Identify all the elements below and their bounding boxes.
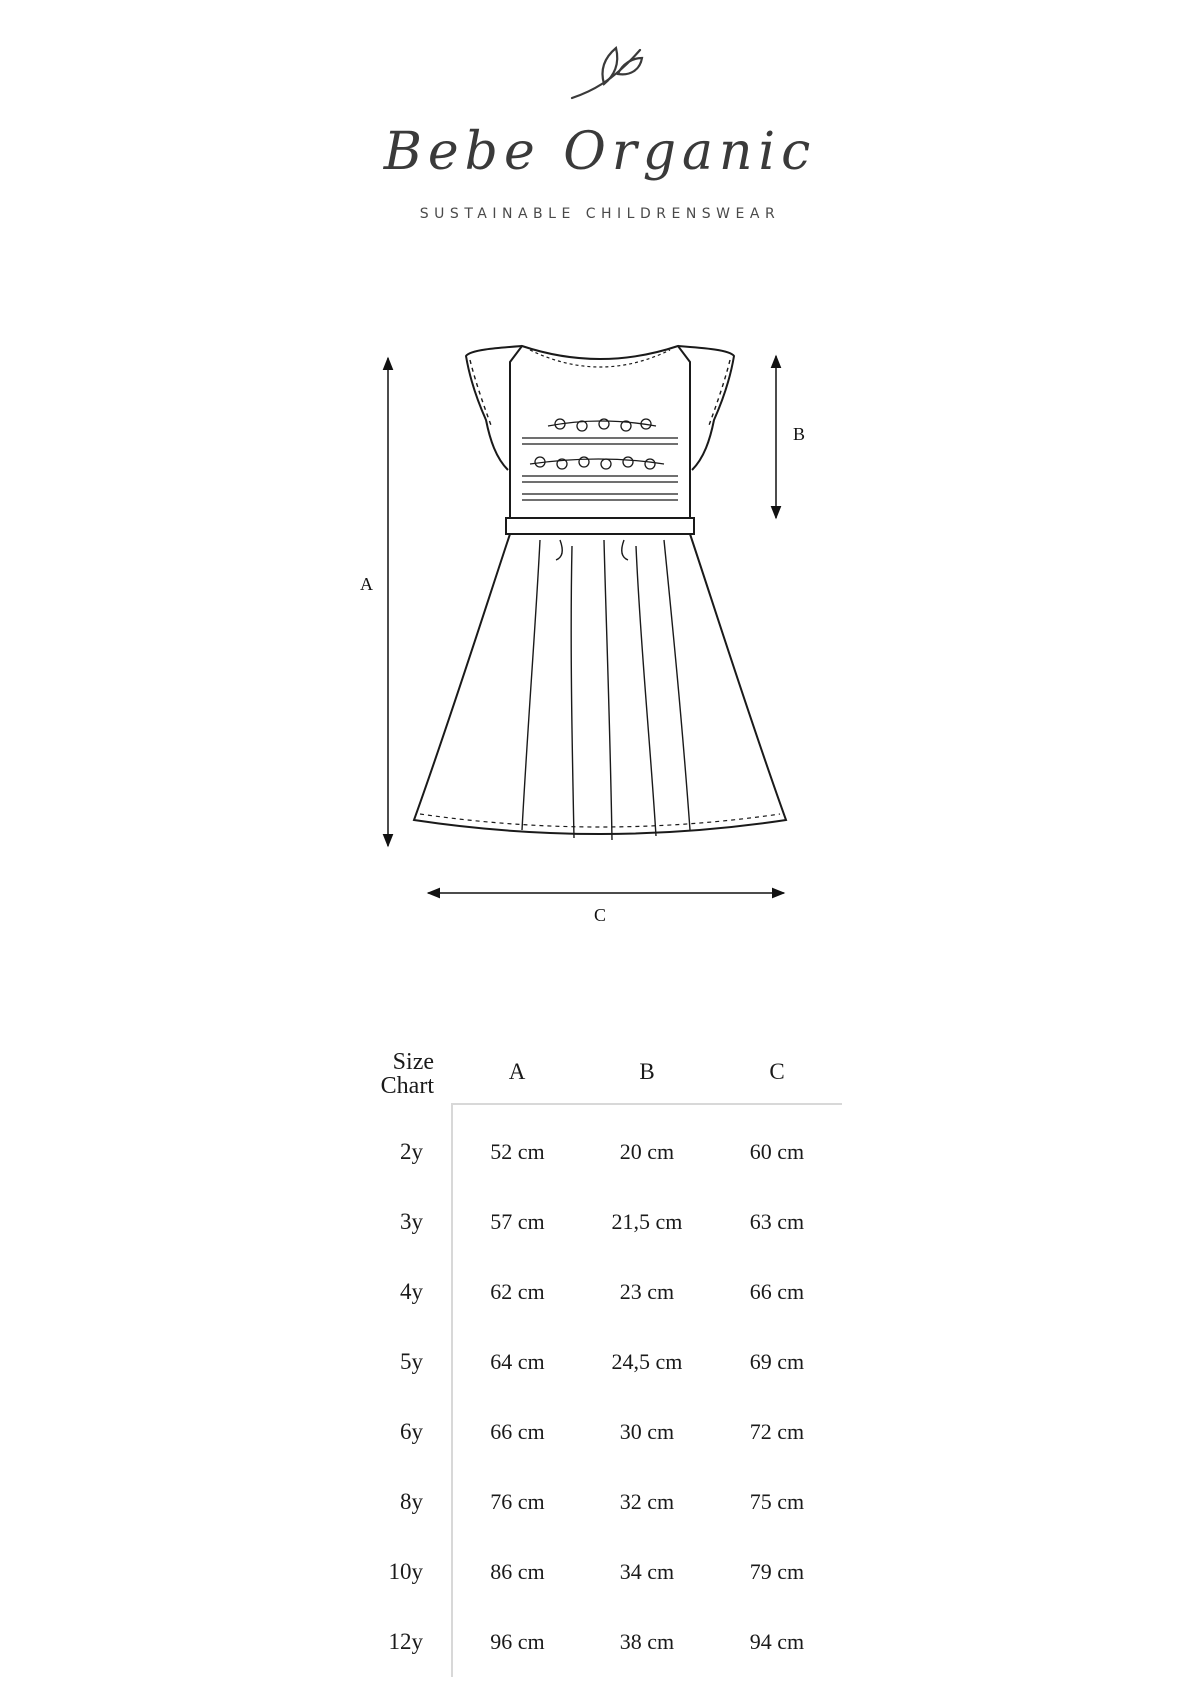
size-label: 3y — [400, 1209, 423, 1234]
value-c: 79 cm — [749, 1559, 805, 1584]
size-label: 6y — [400, 1419, 423, 1444]
table-row — [352, 1187, 842, 1257]
table-row — [352, 1397, 842, 1467]
size-label: 4y — [400, 1279, 423, 1304]
value-a: 96 cm — [452, 1607, 582, 1677]
pinafore-dress-drawing — [0, 330, 1200, 950]
table-row — [352, 1327, 842, 1397]
value-a: 57 cm — [452, 1187, 582, 1257]
value-c: 66 cm — [749, 1279, 805, 1304]
value-b: 30 cm — [619, 1419, 675, 1444]
dimension-label-b: B — [793, 424, 806, 444]
brand-name: Bebe Organic — [383, 122, 817, 182]
value-b: 20 cm — [619, 1139, 675, 1164]
size-chart-table — [352, 1040, 842, 1677]
table-row — [352, 1537, 842, 1607]
dimension-label-a: A — [360, 574, 373, 594]
value-c: 94 cm — [749, 1629, 805, 1654]
value-a: 86 cm — [452, 1537, 582, 1607]
brand-tagline: SUSTAINABLE CHILDRENSWEAR — [419, 206, 781, 222]
size-chart-title-line2: Chart — [380, 1073, 434, 1099]
value-a: 62 cm — [452, 1257, 582, 1327]
size-label: 12y — [388, 1629, 423, 1654]
size-label: 10y — [388, 1559, 423, 1584]
value-c: 69 cm — [749, 1349, 805, 1374]
size-label: 5y — [400, 1349, 423, 1374]
value-a: 76 cm — [452, 1467, 582, 1537]
table-row — [352, 1257, 842, 1327]
value-b: 23 cm — [619, 1279, 675, 1304]
table-row — [352, 1467, 842, 1537]
value-a: 52 cm — [452, 1117, 582, 1187]
value-b: 24,5 cm — [611, 1349, 683, 1374]
size-chart-title — [352, 1040, 452, 1104]
size-chart-header-row — [352, 1040, 842, 1104]
table-row — [352, 1607, 842, 1677]
size-label: 8y — [400, 1489, 423, 1514]
dimension-label-c: C — [594, 905, 607, 925]
size-chart-title-line1: Size — [392, 1049, 434, 1075]
value-a: 64 cm — [452, 1327, 582, 1397]
table-row — [352, 1117, 842, 1187]
column-header-a: A — [452, 1040, 582, 1104]
value-b: 34 cm — [619, 1559, 675, 1584]
value-b: 32 cm — [619, 1489, 675, 1514]
value-c: 60 cm — [749, 1139, 805, 1164]
size-label: 2y — [400, 1139, 423, 1164]
column-header-c: C — [712, 1040, 842, 1104]
value-b: 38 cm — [619, 1629, 675, 1654]
value-c: 63 cm — [749, 1209, 805, 1234]
value-c: 75 cm — [749, 1489, 805, 1514]
value-a: 66 cm — [452, 1397, 582, 1467]
column-header-b: B — [582, 1040, 712, 1104]
value-b: 21,5 cm — [611, 1209, 683, 1234]
value-c: 72 cm — [749, 1419, 805, 1444]
